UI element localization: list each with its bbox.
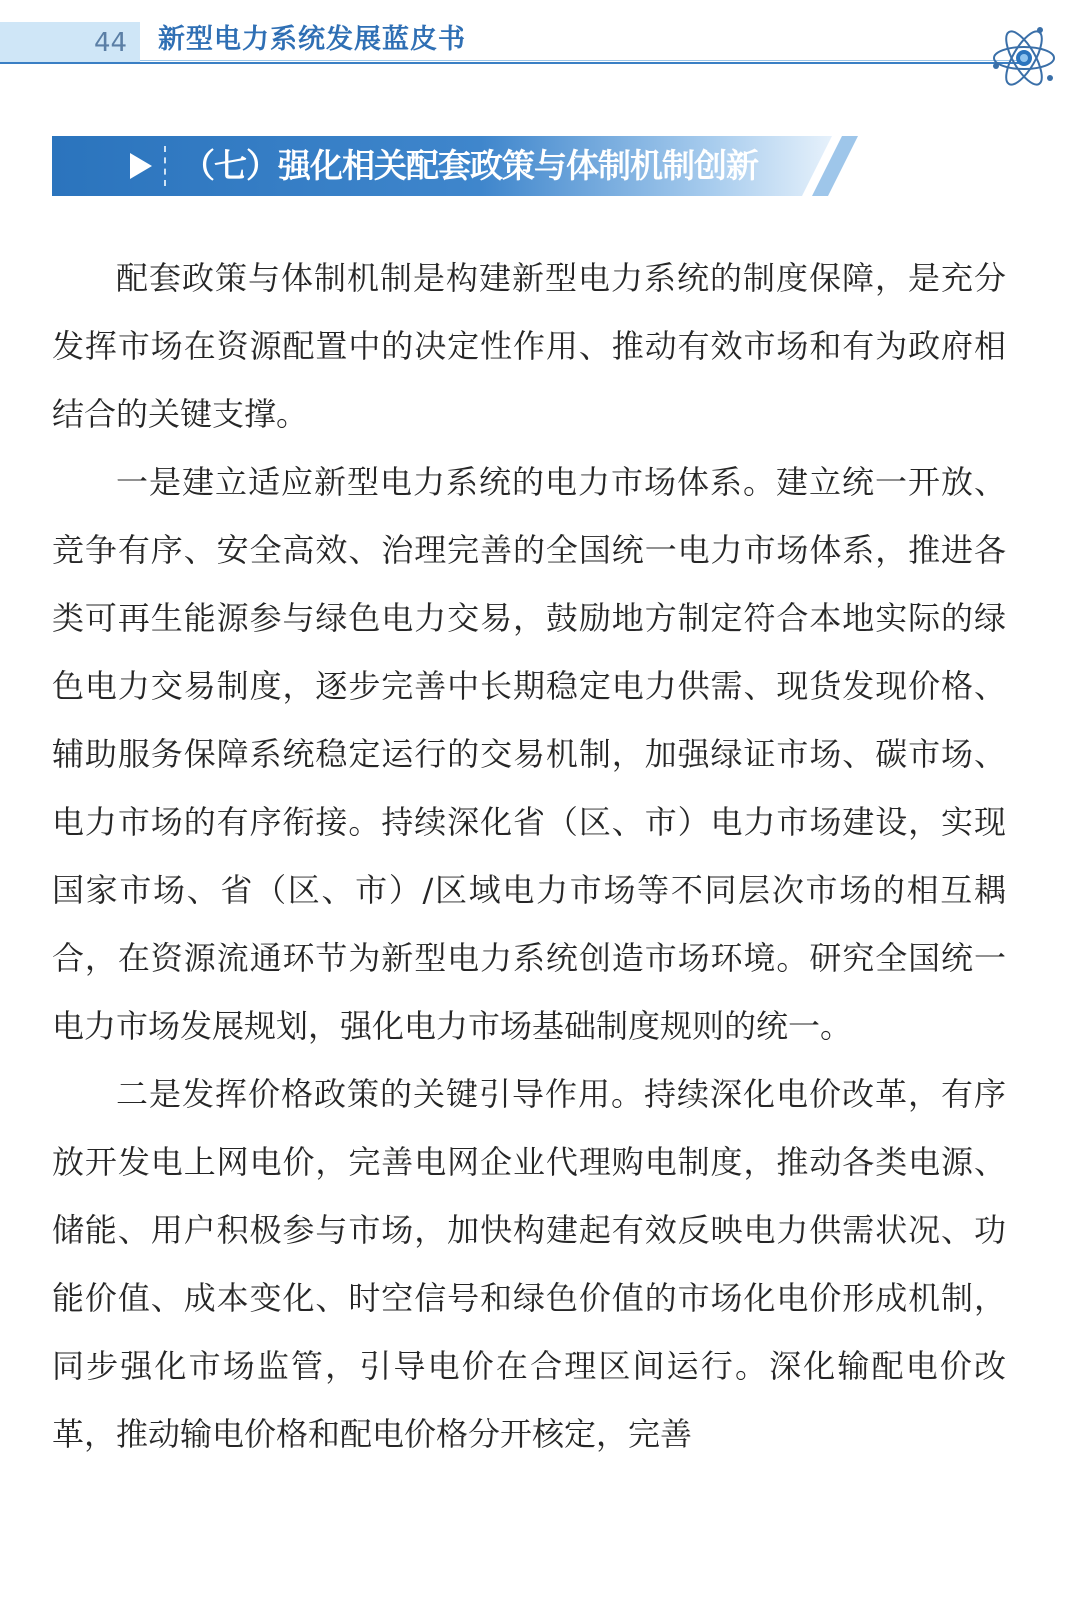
paragraph-intro: 配套政策与体制机制是构建新型电力系统的制度保障，是充分发挥市场在资源配置中的决定性作用、推动有效市场和有为政府相结合的关键支撑。 [52,259,1006,433]
header-rule [0,62,1020,64]
book-title: 新型电力系统发展蓝皮书 [158,24,466,55]
section-heading: （七）强化相关配套政策与体制机制创新 [182,146,758,185]
page-number: 44 [94,28,128,58]
header-rule-light [140,60,1020,61]
banner-divider [164,146,168,186]
paragraph-market-system: 一是建立适应新型电力系统的电力市场体系。建立统一开放、竞争有序、安全高效、治理完善的全国统一电力市场体系，推进各类可再生能源参与绿色电力交易，鼓励地方制定符合本地实际的绿色电力交易制度，逐步完善中长期稳定电力供需、现货发现价格、辅助服务保障系统稳定运行的交易机制，加强绿证市场、碳市场、电力市场的有序衔接。持续深化省（区、市）电力市场建设，实现国家市场、省（区、市）/区域电力市场等不同层次市场的相互耦合，在资源流通环节为新型电力系统创造市场环境。研究全国统一电力市场发展规划，强化电力市场基础制度规则的统一。 [52,463,1006,1045]
page-header [0,0,1080,96]
section-banner [52,136,862,196]
paragraph-price-policy: 二是发挥价格政策的关键引导作用。持续深化电价改革，有序放开发电上网电价，完善电网企业代理购电制度，推动各类电源、储能、用户积极参与市场，加快构建起有效反映电力供需状况、功能价值、成本变化、时空信号和绿色价值的市场化电价形成机制，同步强化市场监管，引导电价在合理区间运行。深化输配电价改革，推动输电价格和配电价格分开核定，完善 [52,1075,1006,1453]
atom-icon [990,18,1062,96]
play-arrow-icon [124,150,156,182]
body-text [52,244,1006,1468]
